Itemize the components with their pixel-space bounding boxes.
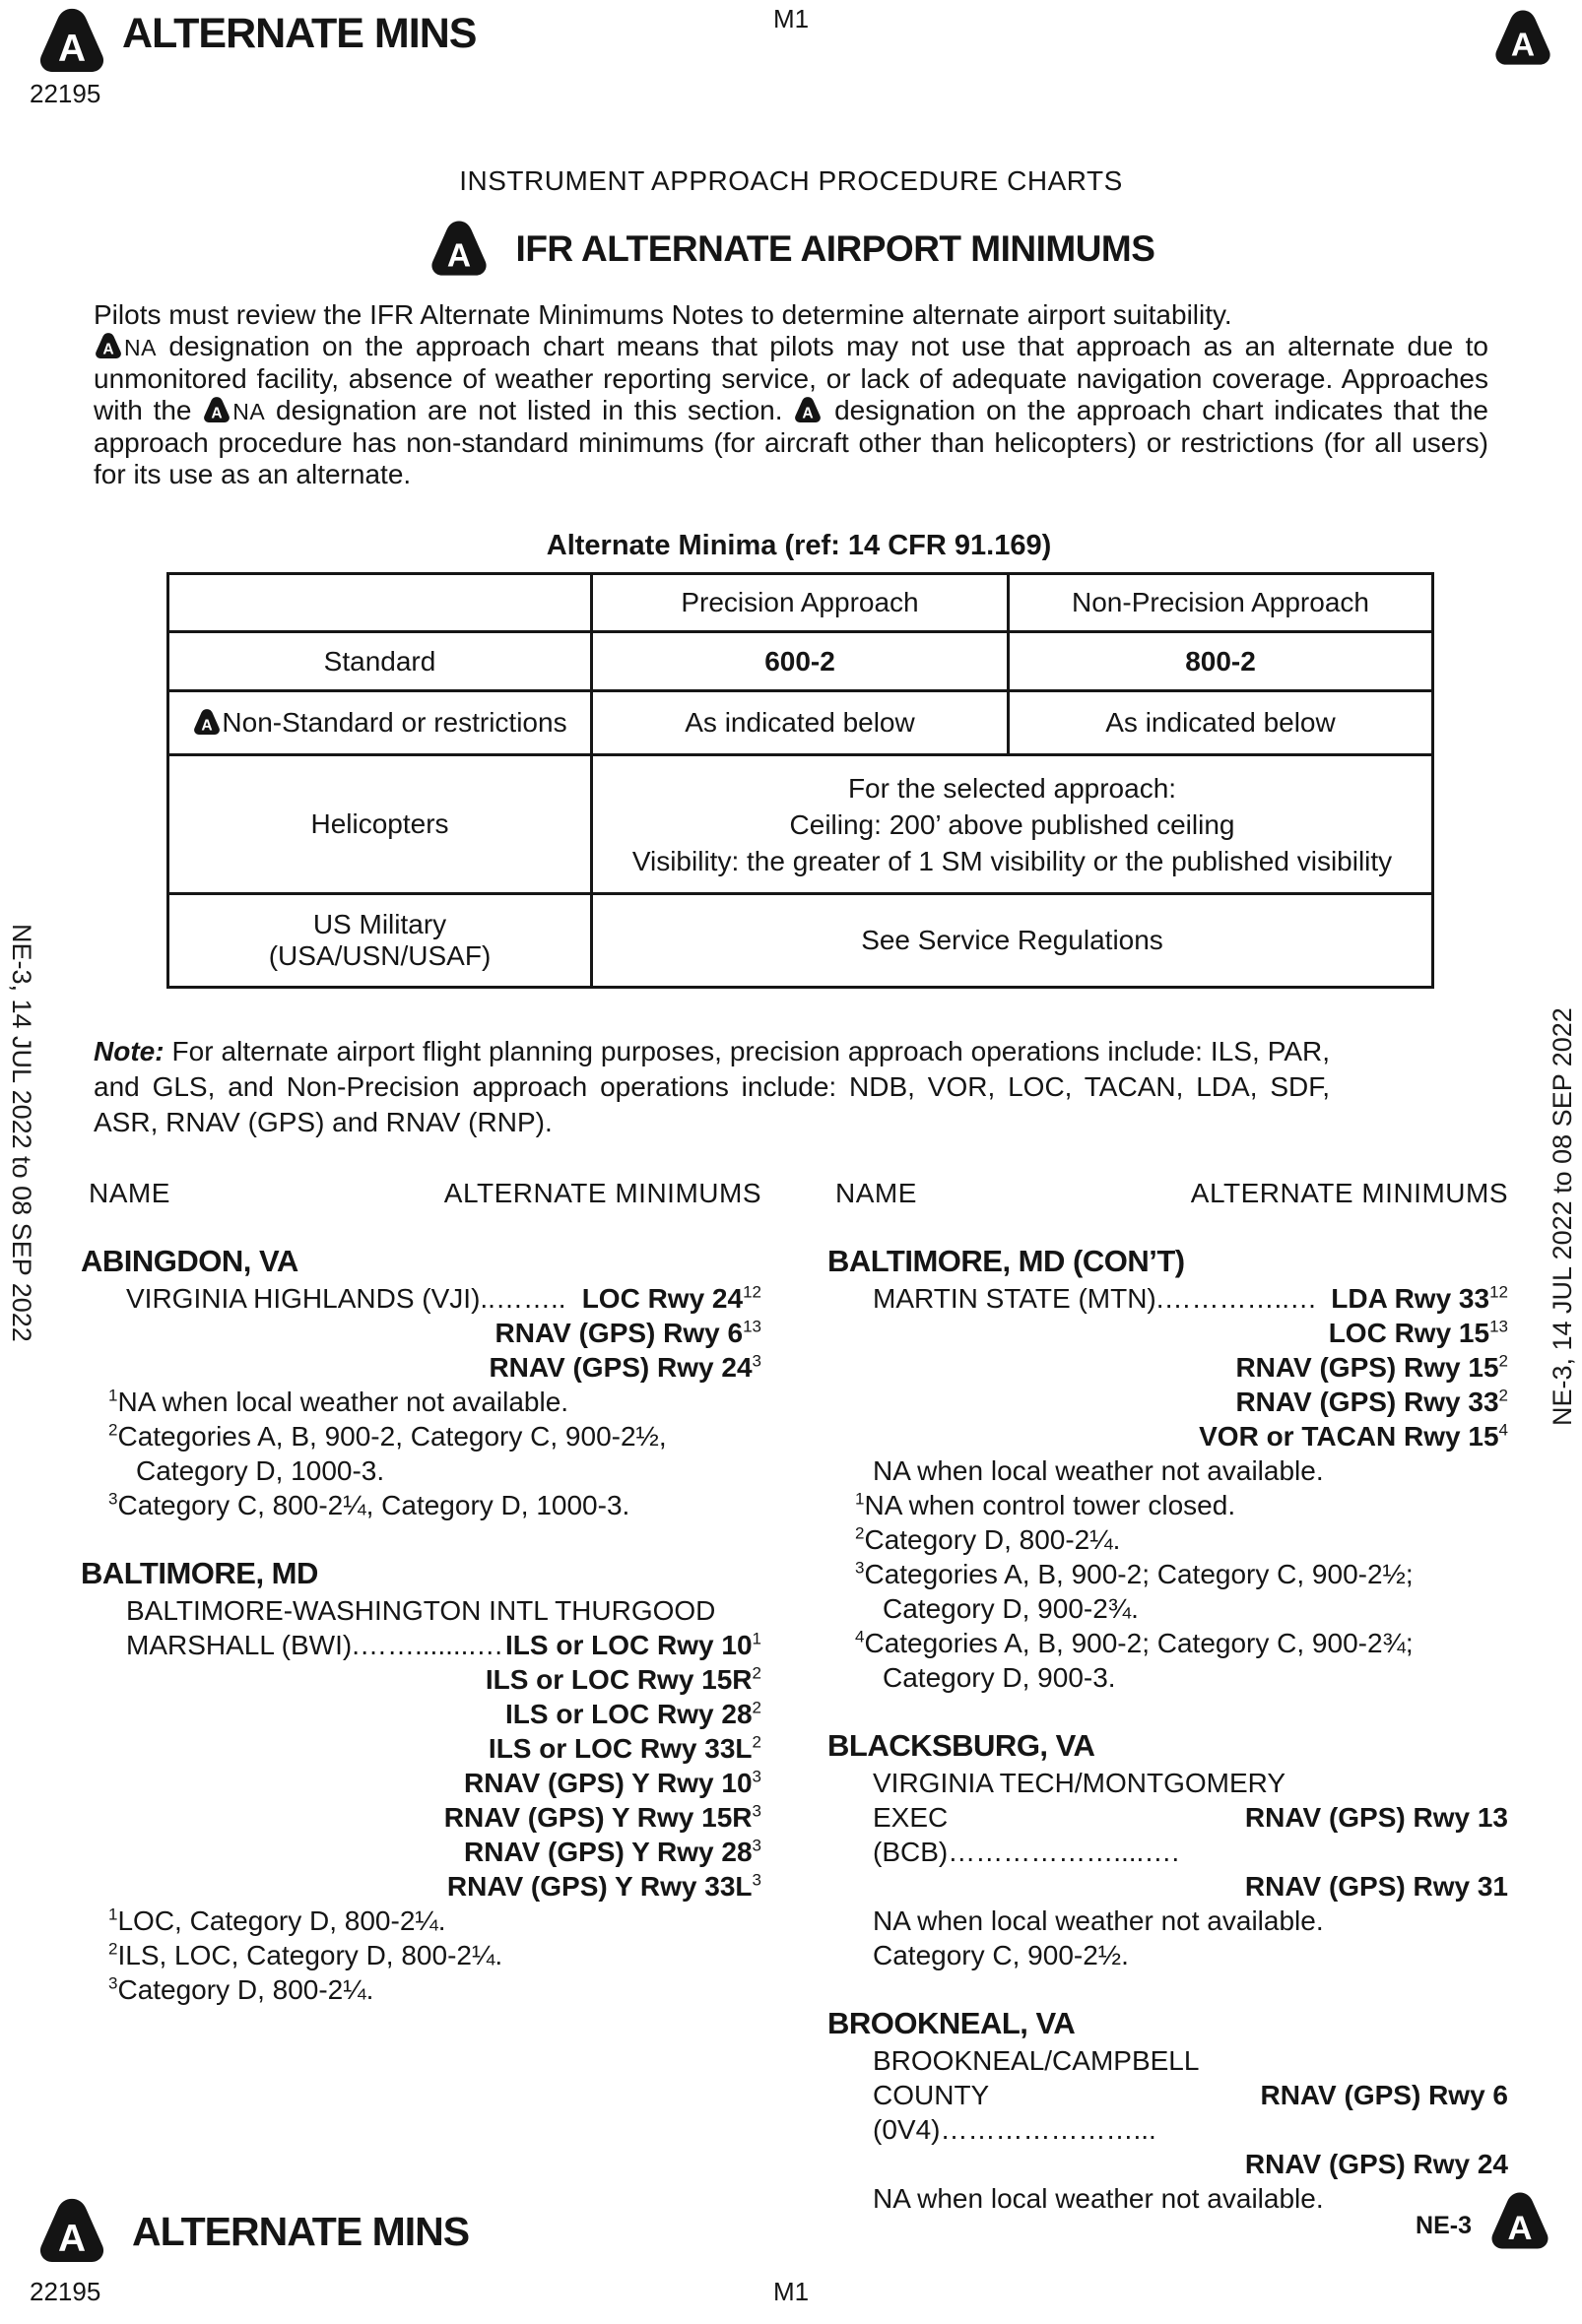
table-row-header <box>168 574 1433 632</box>
footer-brand <box>35 2196 469 2267</box>
svg-text:A: A <box>57 2218 87 2261</box>
facility-name: COUNTY (0V4)…………………... <box>873 2080 1156 2145</box>
triangle-a-icon-title <box>428 219 491 280</box>
minimums-note-line: $^2$Categories A, B, 900-2, Category C, 900-2½, <box>108 1420 667 1452</box>
us-military-label-line-1: US Military <box>312 909 447 939</box>
column-header-name: NAME <box>835 1178 917 1208</box>
runway-designation: RNAV (GPS) Y Rwy $33L^3$ <box>446 1870 761 1902</box>
footer-title: ALTERNATE MINS <box>132 2208 470 2254</box>
us-military-label <box>168 894 592 988</box>
standard-precision-value: 600-2 <box>592 632 1009 691</box>
triangle-a-icon-inline-3 <box>793 396 823 424</box>
runway-designation: RNAV (GPS) Y Rwy $15R^3$ <box>443 1801 761 1833</box>
airport-section <box>827 1726 1508 1972</box>
svg-text:A: A <box>102 341 114 358</box>
runway-line <box>81 1350 761 1385</box>
runway-designation: VOR or TACAN Rwy $15^4$ <box>1199 1420 1508 1452</box>
minimums-note-line: NA when local weather not available. <box>873 1455 1324 1486</box>
airport-section <box>827 2004 1508 2216</box>
minimums-note-line: $^2$ILS, LOC, Category D, 800-2¼. <box>108 1939 503 1970</box>
table-header-non-precision: Non-Precision Approach <box>1009 574 1433 632</box>
runway-designation: ILS or LOC Rwy $15R^2$ <box>485 1663 761 1695</box>
airport-city: BROOKNEAL, VA <box>827 2006 1076 2040</box>
airport-city: BLACKSBURG, VA <box>827 1728 1095 1763</box>
helicopters-value <box>592 755 1433 894</box>
intro-rest <box>94 331 1488 490</box>
facility-runway-line <box>827 1281 1508 1316</box>
standard-label: Standard <box>168 632 592 691</box>
minimums-note-line: $^2$Category D, 800-2¼. <box>855 1523 1121 1555</box>
note-label: Note: <box>94 1036 165 1066</box>
us-military-label-line-2: (USA/USN/USAF) <box>268 940 492 971</box>
listings-column-right <box>827 1176 1508 2216</box>
facility-name-line: BROOKNEAL/CAMPBELL <box>873 2045 1200 2076</box>
page-code-top: M1 <box>772 4 810 33</box>
svg-text:A: A <box>1507 2209 1533 2247</box>
runway-line <box>81 1731 761 1766</box>
runway-designation: RNAV (GPS) Rwy $15^2$ <box>1235 1351 1508 1383</box>
facility-name-line: VIRGINIA TECH/MONTGOMERY <box>873 1768 1286 1798</box>
airport-city: ABINGDON, VA <box>81 1244 298 1278</box>
minima-table-title: Alternate Minima (ref: 14 CFR 91.169) <box>546 530 1052 561</box>
note-paragraph <box>94 1034 1330 1140</box>
airport-section <box>827 1242 1508 1695</box>
runway-designation: RNAV (GPS) Rwy 13 <box>1244 1802 1508 1833</box>
table-row-non-standard <box>168 691 1433 755</box>
minimums-note-line: NA when local weather not available. <box>873 1905 1324 1936</box>
table-row-helicopters <box>168 755 1433 894</box>
helicopters-line-1: For the selected approach: <box>847 772 1177 804</box>
runway-designation: RNAV (GPS) Rwy $24^3$ <box>489 1351 761 1383</box>
runway-designation: ILS or LOC Rwy $28^2$ <box>505 1698 761 1729</box>
charts-heading: INSTRUMENT APPROACH PROCEDURE CHARTS <box>459 165 1123 196</box>
triangle-a-icon-inline-2 <box>202 396 231 424</box>
na-label-2: NA <box>232 399 266 424</box>
facility-name: VIRGINIA HIGHLANDS (VJI)..…….. <box>126 1283 566 1314</box>
edition-date-left: NE-3, 14 JUL 2022 to 08 SEP 2022 <box>7 924 36 1342</box>
non-standard-precision-value: As indicated below <box>592 691 1009 755</box>
minimums-note-line: $^1$NA when local weather not available. <box>108 1386 569 1417</box>
triangle-a-icon-footer <box>35 2196 108 2267</box>
table-header-precision: Precision Approach <box>592 574 1009 632</box>
runway-line <box>81 1766 761 1800</box>
runway-line <box>81 1800 761 1835</box>
helicopters-line-3: Visibility: the greater of 1 SM visibility or the published visibility <box>631 845 1393 876</box>
runway-designation: RNAV (GPS) Y Rwy $28^3$ <box>463 1836 761 1867</box>
listings-column-header <box>81 1176 761 1210</box>
minimums-note-line: $^3$Category C, 800-2¼, Category D, 1000-3. <box>108 1489 630 1520</box>
table-cell-blank <box>168 574 592 632</box>
triangle-a-icon-top-right <box>1491 8 1554 69</box>
us-military-value: See Service Regulations <box>592 894 1433 988</box>
facility-runway-line <box>827 1800 1508 1869</box>
page-title: ALTERNATE MINS <box>122 10 477 57</box>
table-row-us-military <box>168 894 1433 988</box>
runway-designation: RNAV (GPS) Rwy 24 <box>1244 2149 1508 2179</box>
minimums-note-line: Category D, 1000-3. <box>136 1455 385 1486</box>
runway-designation: RNAV (GPS) Y Rwy $10^3$ <box>463 1767 761 1798</box>
runway-designation: RNAV (GPS) Rwy 6 <box>1260 2080 1508 2110</box>
runway-line <box>81 1662 761 1697</box>
airport-city: BALTIMORE, MD <box>81 1556 318 1590</box>
listings-column-header <box>827 1176 1508 1210</box>
minimums-note-line: $^1$LOC, Category D, 800-2¼. <box>108 1904 446 1936</box>
svg-text:A: A <box>57 28 87 71</box>
minimums-note-line: $^4$Categories A, B, 900-2; Category C, 900-2¾; <box>855 1627 1414 1658</box>
runway-line <box>81 1697 761 1731</box>
column-header-minimums: ALTERNATE MINIMUMS <box>443 1178 761 1208</box>
runway-line <box>827 1350 1508 1385</box>
na-label-1: NA <box>124 335 157 360</box>
svg-text:A: A <box>201 717 214 735</box>
minimums-note-line: $^3$Category D, 800-2¼. <box>108 1973 374 2005</box>
standard-non-precision-value: 800-2 <box>1009 632 1433 691</box>
minimums-note-line: $^3$Categories A, B, 900-2; Category C, 900-2½; <box>855 1558 1414 1589</box>
svg-text:A: A <box>1510 27 1536 64</box>
chart-ref-footer: NE-3 <box>1416 2212 1472 2239</box>
runway-designation: ILS or LOC Rwy $33L^2$ <box>488 1732 761 1764</box>
intro-paragraph <box>94 299 1488 490</box>
minimums-note-line: NA when local weather not available. <box>873 2183 1324 2214</box>
runway-line <box>827 1419 1508 1453</box>
main-title: IFR ALTERNATE AIRPORT MINIMUMS <box>515 228 1155 269</box>
minimums-note-line: Category D, 900-3. <box>883 1662 1116 1693</box>
airport-section <box>81 1242 761 1522</box>
document-body <box>0 165 1582 2216</box>
runway-line <box>827 1385 1508 1419</box>
main-title-row <box>0 219 1582 280</box>
runway-designation: RNAV (GPS) Rwy 31 <box>1244 1871 1508 1902</box>
runway-line <box>81 1316 761 1350</box>
minimums-note-line: $^1$NA when control tower closed. <box>855 1489 1236 1520</box>
runway-designation: RNAV (GPS) Rwy $33^2$ <box>1235 1386 1508 1417</box>
airport-section <box>81 1554 761 2007</box>
non-standard-non-precision-value: As indicated below <box>1009 691 1433 755</box>
listings-column-left <box>81 1176 761 2216</box>
column-header-name: NAME <box>89 1178 170 1208</box>
edition-date-right: NE-3, 14 JUL 2022 to 08 SEP 2022 <box>1548 1007 1577 1426</box>
runway-designation: RNAV (GPS) Rwy $6^{13}$ <box>494 1317 761 1348</box>
runway-line <box>81 1869 761 1904</box>
intro-line-1: Pilots must review the IFR Alternate Minimums Notes to determine alternate airport suitability. <box>94 299 1232 330</box>
note-text: For alternate airport flight planning purposes, precision approach operations include: ILS, PAR, and GLS, and Non-Precision approach operations include: NDB, VOR, LOC, TACAN, LDA, SDF, ASR, RNAV (GPS) and RNAV (RNP). <box>94 1036 1330 1137</box>
triangle-a-icon-bottom-right <box>1487 2190 1552 2253</box>
helicopters-line-2: Ceiling: 200’ above published ceiling <box>789 808 1235 840</box>
runway-designation: LOC Rwy $24^{12}$ <box>581 1282 761 1314</box>
doc-number-top: 22195 <box>30 79 101 108</box>
runway-designation: LOC Rwy $15^{13}$ <box>1328 1317 1508 1348</box>
facility-name: MARTIN STATE (MTN).…………..… <box>873 1283 1318 1314</box>
svg-text:A: A <box>446 237 471 275</box>
intro-segment-1: designation on the approach chart means that pilots may not use that approach as an alternate due to unmonitored facility, absence of weather reporting service, or lack of adequate navigation coverage. Approaches with the <box>94 331 1488 425</box>
runway-line <box>827 2147 1508 2181</box>
runway-designation: LDA Rwy $33^{12}$ <box>1331 1282 1508 1314</box>
svg-text:A: A <box>802 405 814 422</box>
minimums-note-line: Category C, 900-2½. <box>873 1940 1129 1970</box>
non-standard-label-text: Non-Standard or restrictions <box>222 707 567 738</box>
facility-name-line: BALTIMORE-WASHINGTON INTL THURGOOD <box>126 1595 716 1626</box>
column-header-minimums: ALTERNATE MINIMUMS <box>1190 1178 1508 1208</box>
non-standard-label <box>168 691 592 755</box>
page-code-bottom: M1 <box>772 2277 810 2306</box>
table-row-standard <box>168 632 1433 691</box>
triangle-a-icon-table <box>192 708 222 737</box>
facility-name: MARSHALL (BWI).……........… <box>126 1630 504 1660</box>
facility-runway-line <box>81 1628 761 1662</box>
runway-line <box>827 1869 1508 1904</box>
facility-name: EXEC (BCB)………………....…. <box>873 1802 1180 1867</box>
airport-city: BALTIMORE, MD (CON’T) <box>827 1244 1185 1278</box>
intro-segment-2: designation are not listed in this section. <box>265 395 794 425</box>
triangle-a-icon-inline-1 <box>94 332 123 360</box>
runway-line <box>827 1316 1508 1350</box>
airport-listings <box>0 1140 1582 2216</box>
facility-runway-line <box>827 2078 1508 2147</box>
doc-number-bottom: 22195 <box>30 2277 101 2306</box>
svg-text:A: A <box>211 405 223 422</box>
minimums-note-line: Category D, 900-2¾. <box>883 1593 1139 1624</box>
facility-runway-line <box>81 1281 761 1316</box>
helicopters-label: Helicopters <box>168 755 592 894</box>
alternate-minima-table <box>166 572 1434 989</box>
intro-segment-3: designation on the approach chart indicates that the approach procedure has non-standard minimums (for aircraft other than helicopters) or restrictions (for all users) for its use as an alternate. <box>94 395 1488 489</box>
runway-line <box>81 1835 761 1869</box>
runway-designation: ILS or LOC Rwy $10^1$ <box>505 1629 761 1660</box>
